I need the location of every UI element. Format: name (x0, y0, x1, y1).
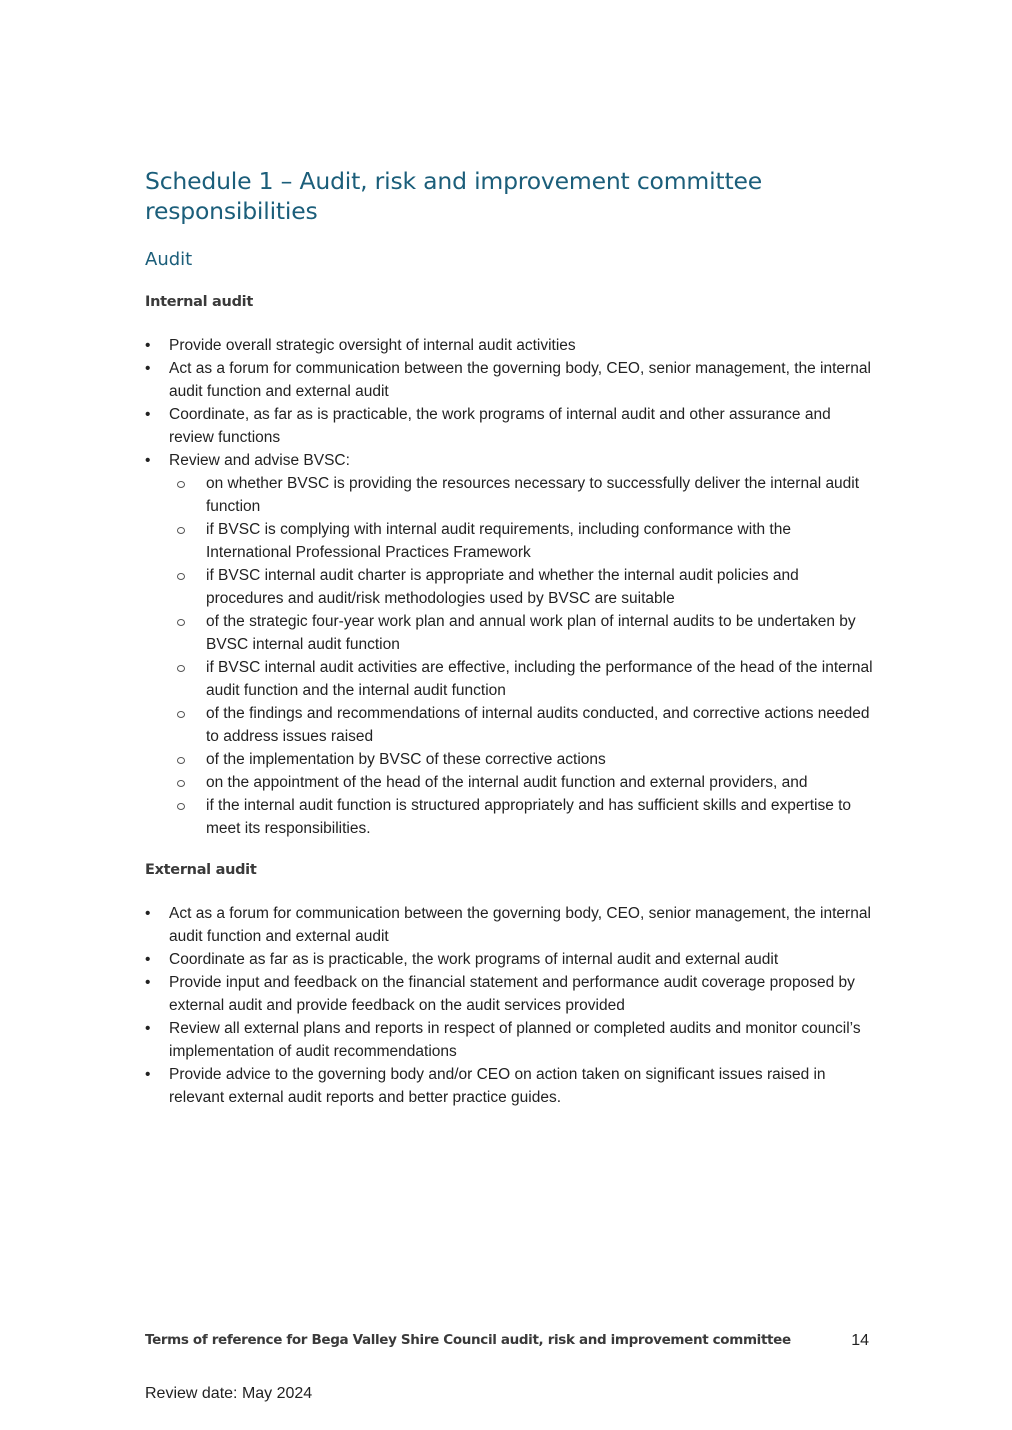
list-item: • Act as a forum for communication between the governing body, CEO, senior management, the internal audit function and external audit (145, 902, 875, 948)
bullet-icon: • (145, 951, 151, 968)
page-content (145, 166, 875, 1109)
page-title: Schedule 1 – Audit, risk and improvement committee responsibilities (145, 167, 762, 225)
sub-list-item: of the implementation by BVSC of these corrective actions (169, 748, 875, 771)
circle-bullet-icon (177, 619, 185, 626)
internal-audit-list (145, 334, 875, 840)
list-item: • Coordinate, as far as is practicable, the work programs of internal audit and other assurance and review functions (145, 403, 875, 449)
review-date: Review date: May 2024 (145, 1385, 313, 1402)
list-item: • Review and advise BVSC: on whether BVSC is providing the resources necessary to successfully deliver the internal audit function if BVSC is complying with internal audit requirements, including conformance with the International Professional Practices Framework if BVSC internal audit charter is appropriate and whether the internal audit policies and procedures and audit/risk methodologies used by BVSC are suitable of the strategic four-year work plan and annual work plan of internal audits to be undertaken by BVSC internal audit function if BVSC internal audit activities are effective, including the performance of the head of the internal audit function and the internal audit function of the findings and recommendations of internal audits conducted, and corrective actions needed to address issues raised of the implementation by BVSC of these corrective actions on the appointment of the head of the internal audit function and external providers, and if the internal audit function is structured appropriately and has sufficient skills and expertise to meet its responsibilities. (145, 449, 875, 840)
circle-bullet-icon (177, 527, 185, 534)
sub-list-item: if BVSC is complying with internal audit requirements, including conformance with the International Professional Practices Framework (169, 518, 875, 564)
circle-bullet-icon (177, 803, 185, 810)
bullet-icon: • (145, 974, 151, 991)
bullet-icon: • (145, 406, 151, 423)
circle-bullet-icon (177, 711, 185, 718)
review-advise-sublist (169, 472, 875, 840)
circle-bullet-icon (177, 757, 185, 764)
bullet-icon: • (145, 905, 151, 922)
circle-bullet-icon (177, 481, 185, 488)
circle-bullet-icon (177, 780, 185, 787)
sub-list-item: on the appointment of the head of the internal audit function and external providers, and (169, 771, 875, 794)
external-audit-list (145, 902, 875, 1109)
circle-bullet-icon (177, 665, 185, 672)
bullet-icon: • (145, 1020, 151, 1037)
section-heading-audit: Audit (145, 249, 193, 270)
sub-list-item: of the findings and recommendations of internal audits conducted, and corrective actions needed to address issues raised (169, 702, 875, 748)
bullet-icon: • (145, 337, 151, 354)
list-item: • Provide input and feedback on the financial statement and performance audit coverage proposed by external audit and provide feedback on the audit services provided (145, 971, 875, 1017)
bullet-icon: • (145, 452, 151, 469)
sub-list-item: on whether BVSC is providing the resources necessary to successfully deliver the internal audit function (169, 472, 875, 518)
circle-bullet-icon (177, 573, 185, 580)
page-number: 14 (851, 1332, 869, 1349)
list-item: • Provide overall strategic oversight of internal audit activities (145, 334, 875, 357)
sub-list-item: if BVSC internal audit charter is appropriate and whether the internal audit policies and procedures and audit/risk methodologies used by BVSC are suitable (169, 564, 875, 610)
list-item: • Provide advice to the governing body and/or CEO on action taken on significant issues raised in relevant external audit reports and better practice guides. (145, 1063, 875, 1109)
sub-list-item: if the internal audit function is structured appropriately and has sufficient skills and expertise to meet its responsibilities. (169, 794, 875, 840)
footer-text: Terms of reference for Bega Valley Shire Council audit, risk and improvement committee (145, 1332, 791, 1348)
subheading-external-audit: External audit (145, 862, 257, 878)
bullet-icon: • (145, 1066, 151, 1083)
list-item: • Review all external plans and reports in respect of planned or completed audits and monitor council’s implementation of audit recommendations (145, 1017, 875, 1063)
list-item: • Coordinate as far as is practicable, the work programs of internal audit and external audit (145, 948, 875, 971)
list-item: • Act as a forum for communication between the governing body, CEO, senior management, the internal audit function and external audit (145, 357, 875, 403)
page-footer (145, 1332, 875, 1348)
bullet-icon: • (145, 360, 151, 377)
subheading-internal-audit: Internal audit (145, 294, 253, 310)
sub-list-item: of the strategic four-year work plan and annual work plan of internal audits to be undertaken by BVSC internal audit function (169, 610, 875, 656)
sub-list-item: if BVSC internal audit activities are effective, including the performance of the head of the internal audit function and the internal audit function (169, 656, 875, 702)
